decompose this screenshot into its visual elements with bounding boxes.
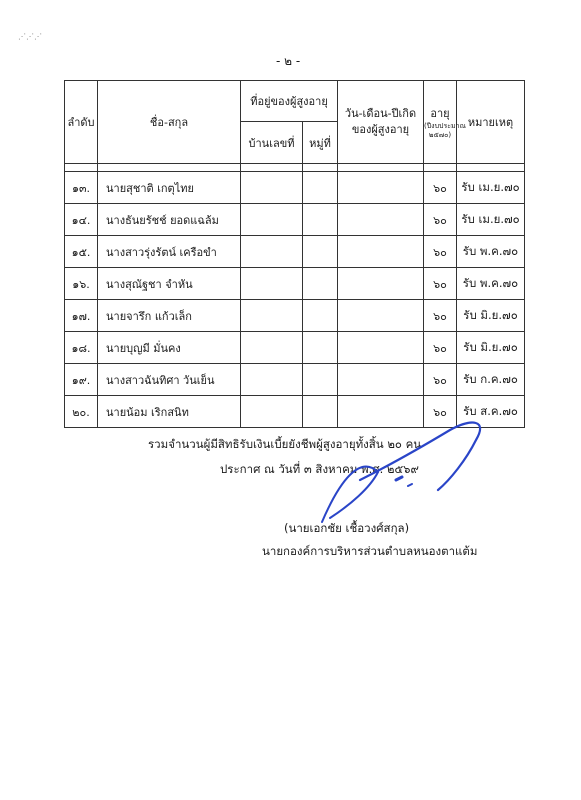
header-name: ชื่อ-สกุล xyxy=(98,81,241,164)
cell-no: ๒๐. xyxy=(65,396,98,428)
cell-house-no xyxy=(241,204,303,236)
cell-name: นายบุญมี มั่นคง xyxy=(98,332,241,364)
cell-village xyxy=(303,364,338,396)
signer-position: นายกองค์การบริหารส่วนตำบลหนองตาแต้ม xyxy=(262,544,478,558)
cell-house-no xyxy=(241,332,303,364)
cell-age: ๖๐ xyxy=(424,172,457,204)
cell-house-no xyxy=(241,396,303,428)
table-row xyxy=(65,236,525,268)
cell-name: นางธันยรัชช์ ยอดแฉล้ม xyxy=(98,204,241,236)
header-no: ลำดับ xyxy=(65,81,98,164)
cell-remark: รับ เม.ย.๗๐ xyxy=(457,172,525,204)
cell-name: นายจารึก แก้วเล็ก xyxy=(98,300,241,332)
announcement-date: ประกาศ ณ วันที่ ๓ สิงหาคม พ.ศ. ๒๕๖๙ xyxy=(220,462,419,476)
summary-line: รวมจำนวนผู้มีสิทธิรับเงินเบี้ยยังชีพผู้สูงอายุทั้งสิ้น ๒๐ คน xyxy=(148,437,422,451)
cell-remark: รับ ก.ค.๗๐ xyxy=(457,364,525,396)
header-remark: หมายเหตุ xyxy=(457,81,525,164)
cell-no: ๑๕. xyxy=(65,236,98,268)
cell-house-no xyxy=(241,236,303,268)
cell-village xyxy=(303,268,338,300)
header-age-label: อายุ xyxy=(430,107,450,120)
table-row xyxy=(65,204,525,236)
cell-village xyxy=(303,300,338,332)
cell-no: ๑๗. xyxy=(65,300,98,332)
cell-house-no xyxy=(241,268,303,300)
cell-name: นางสาวรุ่งรัตน์ เครือขำ xyxy=(98,236,241,268)
cell-age: ๖๐ xyxy=(424,236,457,268)
header-address: ที่อยู่ของผู้สูงอายุ xyxy=(241,81,338,122)
cell-village xyxy=(303,204,338,236)
cell-birth xyxy=(338,364,424,396)
cell-birth xyxy=(338,300,424,332)
cell-age: ๖๐ xyxy=(424,204,457,236)
scan-mark: ⋰⋰⋰ xyxy=(18,32,42,41)
cell-remark: รับ พ.ค.๗๐ xyxy=(457,236,525,268)
cell-birth xyxy=(338,332,424,364)
cell-village xyxy=(303,236,338,268)
cell-no: ๑๖. xyxy=(65,268,98,300)
cell-age: ๖๐ xyxy=(424,300,457,332)
header-birth: วัน-เดือน-ปีเกิดของผู้สูงอายุ xyxy=(338,81,424,164)
cell-age: ๖๐ xyxy=(424,364,457,396)
table-row xyxy=(65,268,525,300)
cell-age: ๖๐ xyxy=(424,396,457,428)
cell-name: นายน้อม เริกสนิท xyxy=(98,396,241,428)
cell-house-no xyxy=(241,364,303,396)
cell-no: ๑๙. xyxy=(65,364,98,396)
cell-age: ๖๐ xyxy=(424,332,457,364)
table-row xyxy=(65,364,525,396)
header-house-no: บ้านเลขที่ xyxy=(241,122,303,164)
header-village: หมู่ที่ xyxy=(303,122,338,164)
cell-remark: รับ มิ.ย.๗๐ xyxy=(457,300,525,332)
signer-name: (นายเอกชัย เชื้อวงศ์สกุล) xyxy=(284,521,410,535)
cell-birth xyxy=(338,172,424,204)
signature-icon xyxy=(300,410,500,530)
cell-house-no xyxy=(241,172,303,204)
cell-no: ๑๔. xyxy=(65,204,98,236)
cell-no: ๑๘. xyxy=(65,332,98,364)
cell-birth xyxy=(338,236,424,268)
cell-remark: รับ เม.ย.๗๐ xyxy=(457,204,525,236)
cell-age: ๖๐ xyxy=(424,268,457,300)
cell-remark: รับ ส.ค.๗๐ xyxy=(457,396,525,428)
cell-remark: รับ มิ.ย.๗๐ xyxy=(457,332,525,364)
table-row xyxy=(65,300,525,332)
cell-birth xyxy=(338,268,424,300)
cell-birth xyxy=(338,204,424,236)
page-number: - ๒ - xyxy=(276,54,301,68)
cell-name: นายสุชาติ เกตุไทย xyxy=(98,172,241,204)
cell-name: นางสาวฉันทิศา วันเย็น xyxy=(98,364,241,396)
elderly-allowance-table xyxy=(64,80,525,428)
cell-remark: รับ พ.ค.๗๐ xyxy=(457,268,525,300)
table-row xyxy=(65,172,525,204)
cell-village xyxy=(303,172,338,204)
spacer-row xyxy=(65,164,525,172)
cell-no: ๑๓. xyxy=(65,172,98,204)
header-age-note: (ปีงบประมาณ ๒๕๗๐) xyxy=(424,122,467,139)
table-row xyxy=(65,332,525,364)
cell-name: นางสุณัฐชา จำหัน xyxy=(98,268,241,300)
header-age xyxy=(424,81,467,164)
cell-village xyxy=(303,332,338,364)
cell-house-no xyxy=(241,300,303,332)
